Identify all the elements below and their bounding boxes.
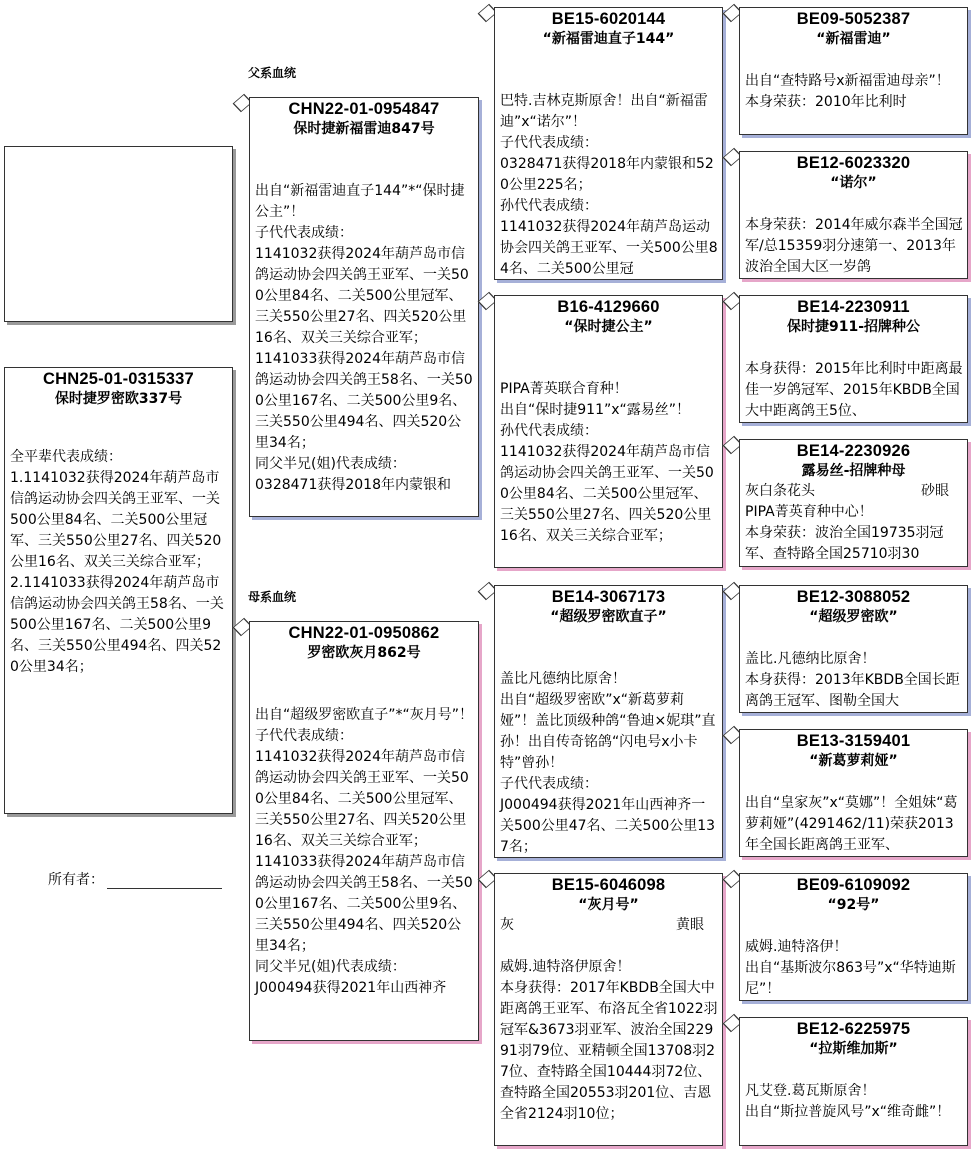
subject-name: 保时捷罗密欧337号 <box>54 391 183 407</box>
ssd-ring: BE12-6023320 <box>796 154 911 172</box>
ddd-name: “拉斯维加斯” <box>809 1041 898 1057</box>
maternal-section-label: 母系血统 <box>248 590 297 604</box>
ddd-card <box>739 1017 968 1146</box>
sdd-traits <box>740 481 967 502</box>
sdd-color: 灰白条花头 <box>745 483 815 499</box>
sss-ring: BE09-5052387 <box>796 10 911 28</box>
dds-desc: 威姆.迪特洛伊！ 出自“基斯波尔863号”x“华特迪斯尼”！ <box>745 939 956 997</box>
ssd-name: “诺尔” <box>830 175 877 191</box>
dam-sire-desc: 盖比凡德纳比原舍！ 出自“超级罗密欧”x“新葛萝莉娅”！盖比顶级种鸽“鲁迪×妮琪”直孙！出自传奇铭鸽“闪电号x小卡特”曾孙！ 子代代表成绩： J000494获得2021年山西神齐一关500公里47名、二关500公里137名； <box>500 671 716 855</box>
sds-name: 保时捷911-招牌种公 <box>786 319 921 335</box>
dam-desc: 出自“超级罗密欧直子”*“灰月号”！ 子代代表成绩： 1141032获得2024年葫芦岛市信鸽运动协会四关鸽王亚军、一关500公里84名、二关500公里冠军、三关550公里27名、四关520公里16名、双关三关综合亚军； 1141033获得2024年葫芦岛市信鸽运动协会四关鸽王58名、一关500公里167名、二关500公里9名、三关550公里494名、四关520公里34名； 同父半兄(姐)代表成绩： J000494获得2021年山西神齐 <box>255 707 474 996</box>
dam-dam-desc: 威姆.迪特洛伊原舍！ 本身获得：2017年KBDB全国大中距离鸽王亚军、布洛瓦全省1022羽冠军&3673羽亚军、波治全国22991羽79位、亚精顿全国13708羽27位、查特路全国10444羽72位、查特路全国20553羽201位、吉恩全省2124羽10位； <box>500 959 718 1122</box>
sss-desc: 出自“查特路号x新福雷迪母亲”！ 本身荣获：2010年比利时 <box>745 73 950 110</box>
sdd-ring: BE14-2230926 <box>796 442 911 460</box>
sire-sire-desc: 巴特.吉林克斯原舍！出自“新福雷迪”x“诺尔”！ 子代代表成绩： 0328471获得2018年内蒙银和520公里225名； 孙代代表成绩： 1141032获得2024年葫芦岛运动协会四关鸽王亚军、一关500公里84名、二关500公里冠 <box>500 93 718 277</box>
dss-ring: BE12-3088052 <box>796 588 911 606</box>
dam-name: 罗密欧灰月862号 <box>307 645 421 661</box>
owner-line[interactable] <box>107 874 222 889</box>
dsd-ring: BE13-3159401 <box>796 732 911 750</box>
ssd-desc: 本身荣获：2014年威尔森半全国冠军/总15359羽分速第一、2013年波治全国大区一岁鸽 <box>745 217 963 275</box>
sire-desc: 出自“新福雷迪直子144”*“保时捷公主”！ 子代代表成绩： 1141032获得2024年葫芦岛市信鸽运动协会四关鸽王亚军、一关500公里84名、二关500公里冠军、三关550公里27名、四关520公里16名、双关三关综合亚军； 1141033获得2024年葫芦岛市信鸽运动协会四关鸽王58名、一关500公里167名、二关500公里9名、三关550公里494名、四关520公里34名； 同父半兄(姐)代表成绩： 0328471获得2018年内蒙银和 <box>255 183 473 493</box>
sds-desc: 本身获得：2015年比利时中距离最佳一岁鸽冠军、2015年KBDB全国大中距离鸽王5位、 <box>745 361 963 419</box>
ddd-desc: 凡艾登.葛瓦斯原舍！ 出自“斯拉普旋风号”x“维奇雌”！ <box>745 1083 951 1120</box>
sire-name: 保时捷新福雷迪847号 <box>293 121 435 137</box>
sire-dam-desc: PIPA菁英联合育种！ 出自“保时捷911”x“露易丝”！ 孙代代表成绩： 1141032获得2024年葫芦岛市信鸽运动协会四关鸽王亚军、一关500公里84名、二关500公里冠军、三关550公里27名、四关520公里16名、双关三关综合亚军； <box>500 381 714 544</box>
subject-ring: CHN25-01-0315337 <box>43 370 194 388</box>
dds-ring: BE09-6109092 <box>796 876 911 894</box>
photo-frame <box>4 146 233 322</box>
dam-sire-name: “超级罗密欧直子” <box>550 609 667 625</box>
paternal-section-label: 父系血统 <box>248 66 297 80</box>
dam-dam-traits <box>495 915 722 936</box>
sds-ring: BE14-2230911 <box>797 298 910 316</box>
ddd-ring: BE12-6225975 <box>796 1020 911 1038</box>
dsd-desc: 出自“皇家灰”x“莫娜”！全姐妹“葛萝莉娅”(4291462/11)荣获2013年全国长距离鸽王亚军、 <box>745 795 958 853</box>
dss-desc: 盖比.凡德纳比原舍！ 本身获得：2013年KBDB全国长距离鸽王冠军、图勒全国大 <box>745 651 960 709</box>
sss-card <box>739 7 968 135</box>
dds-name: “92号” <box>827 897 880 913</box>
sss-name: “新福雷迪” <box>816 31 891 47</box>
subject-desc: 全平辈代表成绩： 1.1141032获得2024年葫芦岛市信鸽运动协会四关鸽王亚军、一关500公里84名、二关500公里冠军、三关550公里27名、四关520公里16名、双关三关综合亚军； 2.1141033获得2024年葫芦岛市信鸽运动协会四关鸽王58名、一关500公里167名、二关500公里9名、三关550公里494名、四关520公里34名； <box>10 449 224 675</box>
dss-name: “超级罗密欧” <box>809 609 898 625</box>
subject-card <box>4 367 233 814</box>
sire-sire-name: “新福雷迪直子144” <box>542 31 675 47</box>
dam-dam-eye: 黄眼 <box>676 917 704 933</box>
dam-dam-card <box>494 873 723 1146</box>
dds-card <box>739 873 968 1001</box>
dam-dam-ring: BE15-6046098 <box>551 876 666 894</box>
dss-card <box>739 585 968 713</box>
sdd-desc: PIPA菁英育种中心！ 本身荣获：波治全国19735羽冠军、查特路全国25710羽30 <box>745 504 944 562</box>
sire-dam-name: “保时捷公主” <box>564 319 653 335</box>
dsd-name: “新葛萝莉娅” <box>809 753 898 769</box>
dam-dam-color: 灰 <box>500 917 514 933</box>
sire-ring: CHN22-01-0954847 <box>288 100 440 118</box>
dam-sire-card <box>494 585 723 858</box>
sire-card <box>249 97 479 517</box>
dam-card <box>249 621 479 1041</box>
sdd-name: 露易丝-招牌种母 <box>801 463 906 479</box>
owner-field <box>48 869 222 889</box>
sdd-card <box>739 439 968 567</box>
sire-dam-card <box>494 295 723 568</box>
dsd-card <box>739 729 968 857</box>
sire-dam-ring: B16-4129660 <box>557 298 660 316</box>
dam-dam-name: “灰月号” <box>578 897 639 913</box>
sds-card <box>739 295 968 423</box>
dam-sire-ring: BE14-3067173 <box>551 588 666 606</box>
sire-sire-ring: BE15-6020144 <box>551 10 666 28</box>
sdd-eye: 砂眼 <box>921 483 949 499</box>
dam-ring: CHN22-01-0950862 <box>288 624 440 642</box>
sire-sire-card <box>494 7 723 280</box>
ssd-card <box>739 151 968 279</box>
owner-label: 所有者： <box>48 872 104 888</box>
